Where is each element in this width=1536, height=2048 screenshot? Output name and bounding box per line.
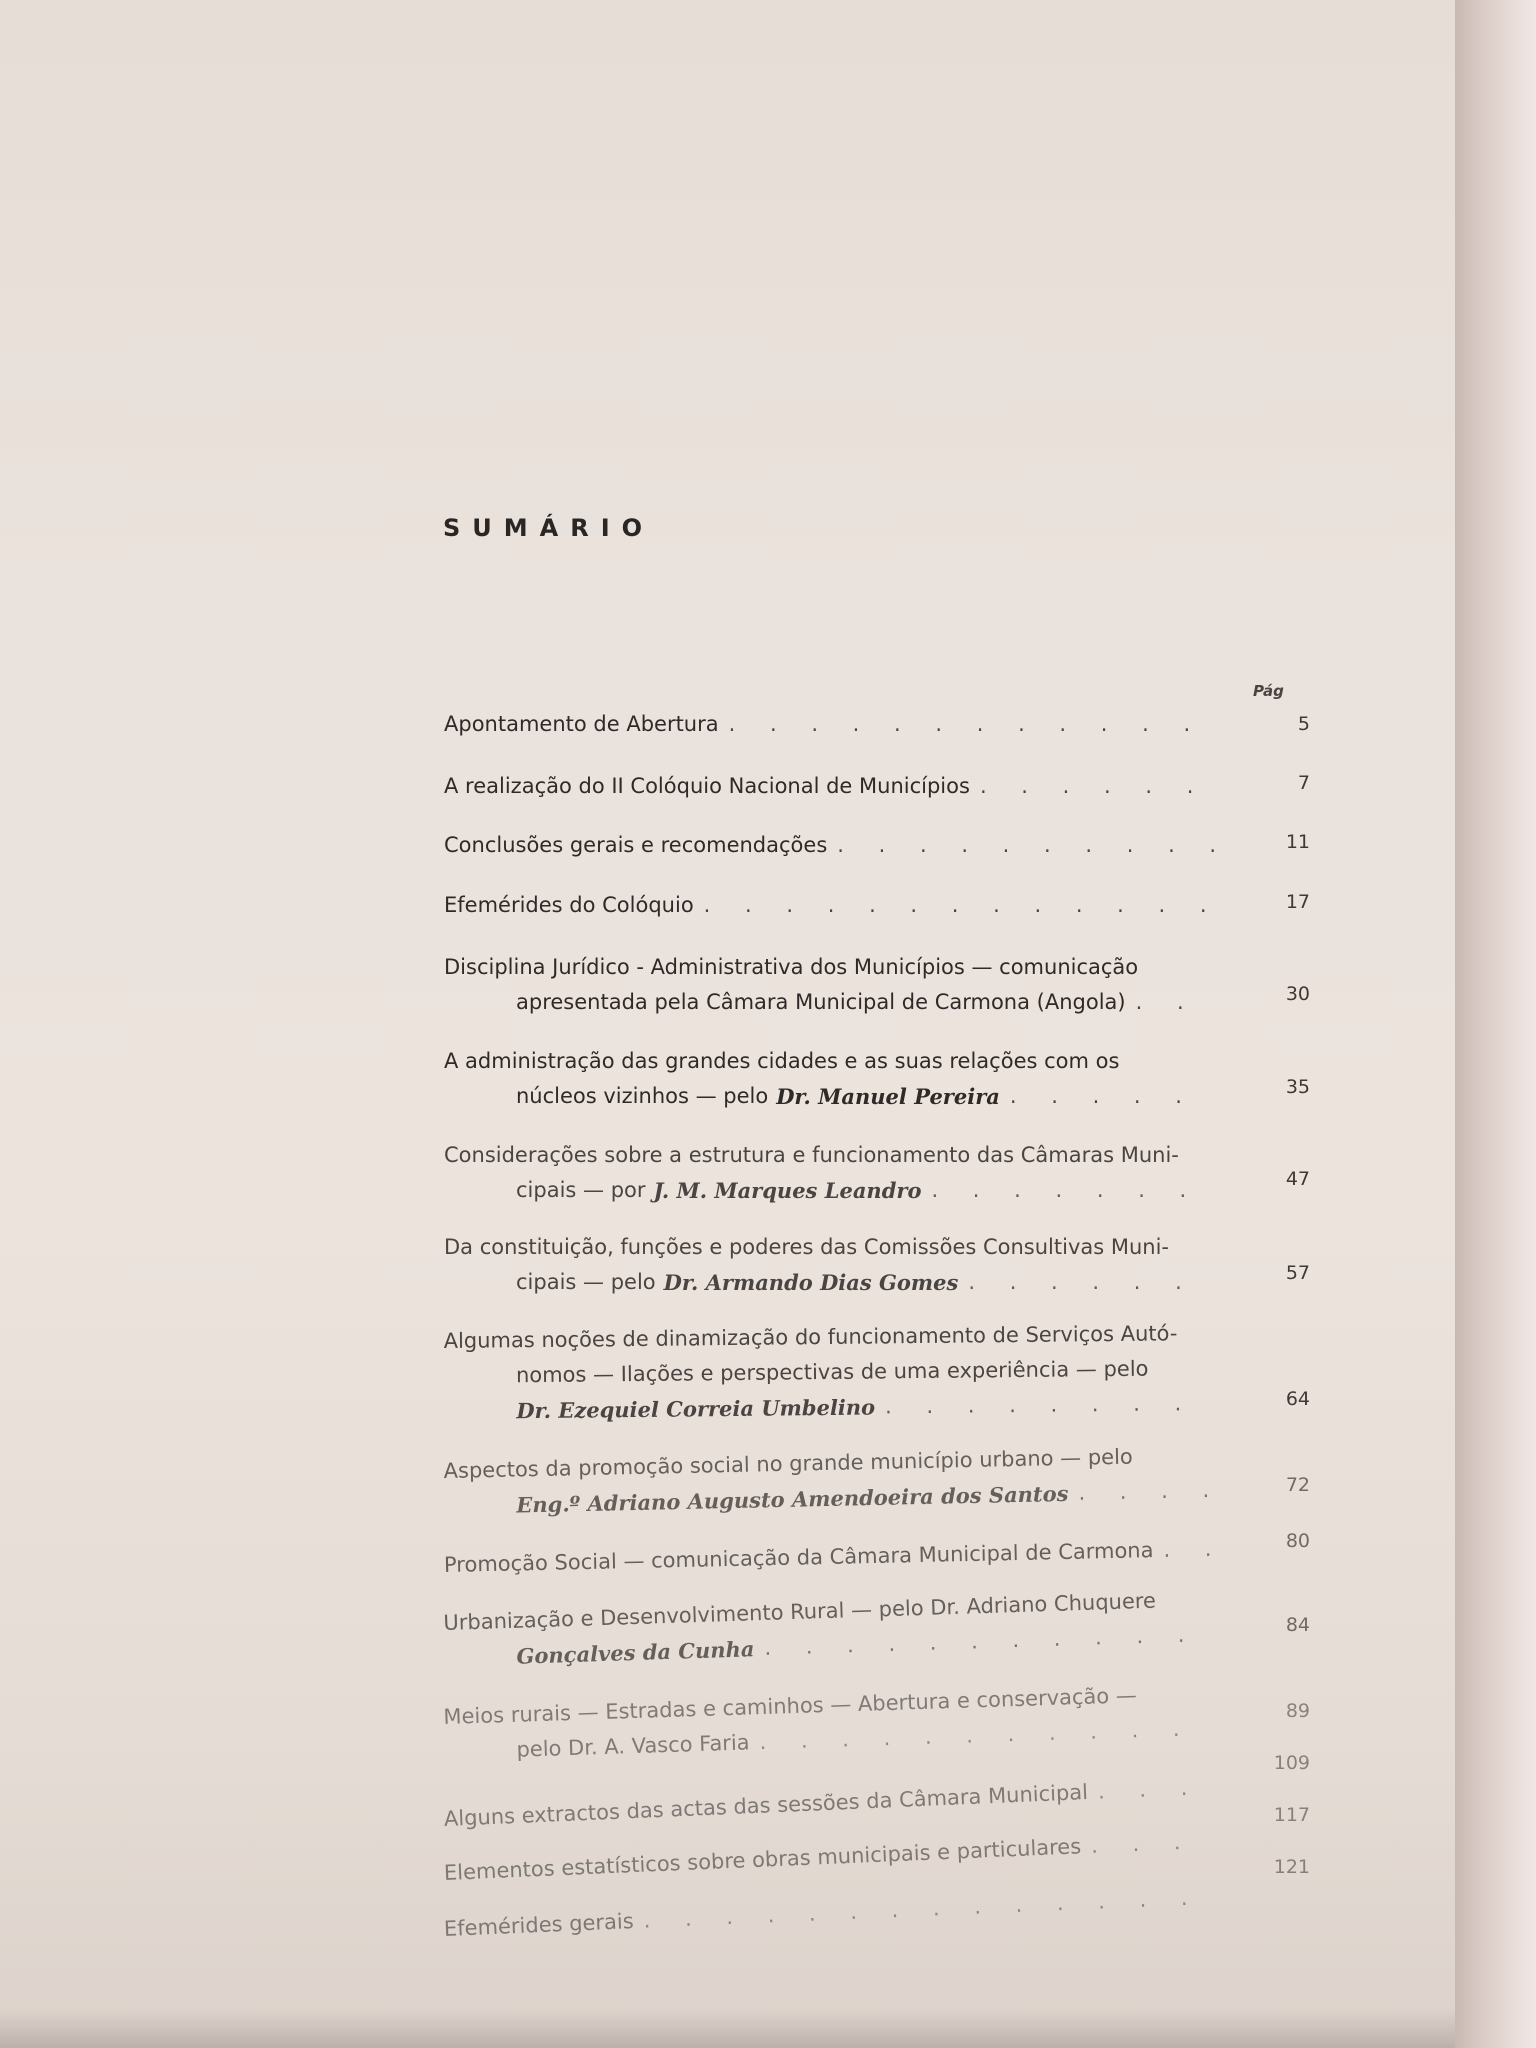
toc-entry-title: Conclusões gerais e recomendações bbox=[444, 833, 828, 857]
toc-entry-title: A administração das grandes cidades e as suas relações com os bbox=[444, 1049, 1120, 1073]
toc-entry-author: Eng.º Adriano Augusto Amendoeira dos Santos bbox=[516, 1480, 1069, 1518]
toc-entry-title: Efemérides gerais bbox=[443, 1909, 635, 1941]
toc-page-number: 89 bbox=[1285, 1700, 1310, 1722]
toc-entry-author: J. M. Marques Leandro bbox=[653, 1178, 922, 1203]
toc-entry-title: Meios rurais — Estradas e caminhos — Abertura e conservação — bbox=[443, 1683, 1138, 1730]
toc-page-number: 57 bbox=[1285, 1262, 1310, 1284]
toc-page-number: 64 bbox=[1285, 1388, 1310, 1410]
toc-entry-title: Considerações sobre a estrutura e funcionamento das Câmaras Muni- bbox=[444, 1143, 1179, 1167]
toc-entry-title: Elementos estatísticos sobre obras municipais e particulares bbox=[443, 1834, 1082, 1885]
toc-entry-ephemerides bbox=[444, 888, 1214, 923]
toc-entry-title: Urbanização e Desenvolvimento Rural — pelo Dr. Adriano Chuquere bbox=[443, 1588, 1157, 1636]
page-column-header: Pág bbox=[1253, 682, 1284, 700]
toc-page-number: 30 bbox=[1285, 983, 1310, 1005]
toc-entry-author: Dr. Ezequiel Correia Umbelino bbox=[516, 1394, 876, 1424]
leader-dots bbox=[694, 888, 1214, 923]
toc-page-number: 7 bbox=[1297, 772, 1310, 794]
toc-entry-rural-development bbox=[443, 1582, 1215, 1676]
leader-dots bbox=[633, 1880, 1214, 1939]
toc-entry-title: Da constituição, funções e poderes das Comissões Consultivas Muni- bbox=[444, 1235, 1170, 1259]
toc-entry-title-cont: cipais — por bbox=[516, 1178, 646, 1202]
leader-dots bbox=[1126, 985, 1214, 1020]
toc-entry-title-cont: nomos — Ilações e perspectivas de uma experiência — pelo bbox=[515, 1356, 1149, 1388]
toc-entry-general-ephemerides bbox=[443, 1880, 1214, 1947]
leader-dots bbox=[1087, 1770, 1214, 1810]
toc-entry-title: Disciplina Jurídico - Administrativa dos Municípios — comunicação bbox=[444, 955, 1139, 979]
toc-page-number: 84 bbox=[1285, 1614, 1310, 1636]
toc-entry-colloquium bbox=[444, 769, 1214, 804]
page-edge bbox=[1455, 0, 1536, 2048]
toc-entry-social-promotion bbox=[444, 1532, 1215, 1583]
toc-entry-minutes-extracts bbox=[443, 1770, 1214, 1837]
leader-dots bbox=[958, 1265, 1214, 1300]
toc-entry-rural-roads bbox=[443, 1676, 1215, 1770]
toc-entry-title-cont: núcleos vizinhos — pelo bbox=[516, 1084, 769, 1108]
toc-entry-title: Efemérides do Colóquio bbox=[444, 893, 694, 917]
leader-dots bbox=[1000, 1079, 1214, 1114]
leader-dots bbox=[875, 1386, 1215, 1425]
toc-entry-author: Dr. Armando Dias Gomes bbox=[663, 1270, 959, 1295]
toc-entry-chambers-structure bbox=[444, 1138, 1214, 1208]
leader-dots bbox=[827, 828, 1214, 863]
toc-entry-social-promotion-urban bbox=[443, 1438, 1214, 1524]
toc-page-number: 17 bbox=[1285, 891, 1310, 913]
toc-page-number: 11 bbox=[1285, 831, 1310, 853]
toc-entry-statistics bbox=[443, 1824, 1214, 1891]
toc-entry-conclusions bbox=[444, 828, 1214, 863]
toc-page-number: 72 bbox=[1285, 1474, 1310, 1496]
toc-page-number: 80 bbox=[1285, 1530, 1310, 1552]
toc-entry-title: Alguns extractos das actas das sessões da Câmara Municipal bbox=[443, 1780, 1089, 1831]
toc-page-number: 5 bbox=[1297, 713, 1310, 735]
toc-page-number: 121 bbox=[1273, 1856, 1310, 1878]
page-title: SUMÁRIO bbox=[443, 514, 655, 542]
toc-entry-consultative-commissions bbox=[444, 1230, 1214, 1300]
toc-page-number: 35 bbox=[1285, 1076, 1310, 1098]
toc-entry-large-cities bbox=[444, 1044, 1214, 1114]
toc-entry-title: Aspectos da promoção social no grande município urbano — pelo bbox=[443, 1444, 1134, 1484]
leader-dots bbox=[719, 707, 1214, 742]
toc-page-number: 117 bbox=[1273, 1804, 1310, 1826]
toc-entry-title: Promoção Social — comunicação da Câmara Municipal de Carmona bbox=[443, 1538, 1154, 1577]
leader-dots bbox=[1153, 1532, 1214, 1568]
toc-entry-legal-discipline bbox=[444, 950, 1214, 1020]
toc-page-number: 47 bbox=[1285, 1168, 1310, 1190]
toc-entry-title-cont: apresentada pela Câmara Municipal de Carmona (Angola) bbox=[516, 990, 1126, 1014]
toc-entry-opening bbox=[444, 707, 1214, 742]
leader-dots bbox=[1068, 1473, 1214, 1511]
toc-entry-title-cont: cipais — pelo bbox=[516, 1270, 656, 1294]
toc-page-number: 109 bbox=[1273, 1752, 1310, 1774]
toc-entry-author: Dr. Manuel Pereira bbox=[776, 1084, 1000, 1109]
leader-dots bbox=[970, 769, 1214, 804]
toc-entry-autonomous-services bbox=[443, 1316, 1214, 1429]
leader-dots bbox=[921, 1173, 1214, 1208]
toc-entry-title-cont: pelo Dr. A. Vasco Faria bbox=[516, 1730, 750, 1762]
toc-entry-title: Apontamento de Abertura bbox=[444, 712, 719, 736]
leader-dots bbox=[1080, 1824, 1214, 1865]
toc-entry-title: A realização do II Colóquio Nacional de Municípios bbox=[444, 774, 970, 798]
toc-entry-title: Algumas noções de dinamização do funcionamento de Serviços Autó- bbox=[443, 1321, 1178, 1354]
toc-entry-author: Gonçalves da Cunha bbox=[516, 1636, 755, 1669]
